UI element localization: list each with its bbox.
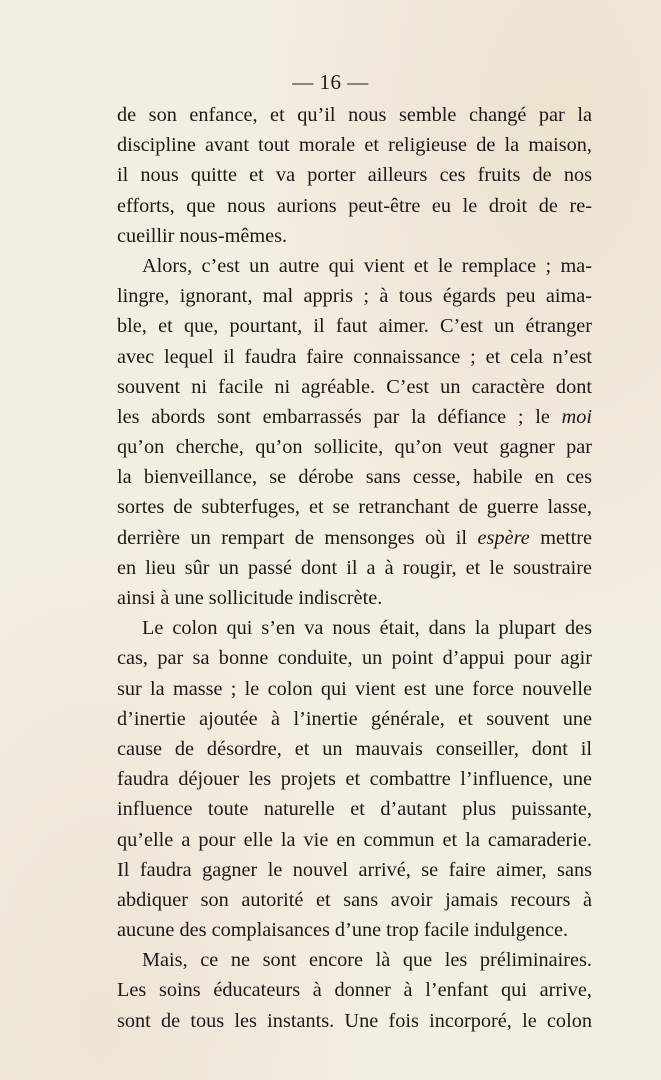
text-line: Le colon qui s’en va nous était, dans la plupart des [142, 617, 592, 640]
text-line: Mais, ce ne sont encore là que les préliminaires. [142, 949, 592, 972]
text-line: il nous quitte et va porter ailleurs ces fruits de nos [117, 164, 592, 187]
text-line: faudra déjouer les projets et combattre l’influence, une [117, 768, 592, 791]
paragraph [117, 100, 592, 251]
text-line: d’inertie ajoutée à l’inertie générale, et souvent une [117, 707, 592, 730]
text-line: de son enfance, et qu’il nous semble changé par la [117, 104, 592, 126]
paragraph [117, 945, 592, 1036]
text-line: la bienveillance, se dérobe sans cesse, habile en ces [117, 466, 592, 489]
text-line: derrière un rempart de mensonges où il espère mettre [117, 526, 592, 549]
text-line: ble, et que, pourtant, il faut aimer. C’est un étranger [117, 315, 592, 338]
text-line: les abords sont embarrassés par la défiance ; le moi [117, 405, 592, 428]
text-line: discipline avant tout morale et religieuse de la maison, [117, 134, 592, 157]
text-line: abdiquer son autorité et sans avoir jamais recours à [117, 888, 592, 911]
text-line: aucune des complaisances d’une trop facile indulgence. [117, 919, 569, 942]
page-number: — 16 — [292, 70, 369, 94]
text-line: lingre, ignorant, mal appris ; à tous égards peu aima- [117, 285, 592, 308]
text-line: en lieu sûr un passé dont il a à rougir, et le soustraire [117, 556, 592, 579]
text-line: sortes de subterfuges, et se retranchant de guerre lasse, [117, 496, 592, 519]
text-line: efforts, que nous aurions peut-être eu le droit de re- [117, 194, 592, 217]
text-line: souvent ni facile ni agréable. C’est un caractère dont [117, 375, 592, 398]
text-line: cueillir nous-mêmes. [117, 224, 288, 247]
text-line: sur la masse ; le colon qui vient est une force nouvelle [117, 677, 592, 700]
text-line: ainsi à une sollicitude indiscrète. [117, 587, 383, 609]
text-line: qu’on cherche, qu’on sollicite, qu’on veut gagner par [117, 436, 592, 459]
text-line: sont de tous les instants. Une fois incorporé, le colon [117, 1009, 592, 1032]
text-line: Les soins éducateurs à donner à l’enfant qui arrive, [117, 979, 592, 1002]
text-line: avec lequel il faudra faire connaissance ; et cela n’est [117, 345, 592, 368]
text-line: Alors, c’est un autre qui vient et le remplace ; ma- [142, 254, 592, 277]
body-text [117, 100, 592, 1036]
text-line: influence toute naturelle et d’autant plus puissante, [117, 798, 592, 821]
text-line: Il faudra gagner le nouvel arrivé, se faire aimer, sans [117, 858, 592, 881]
paragraph [117, 251, 592, 613]
text-line: qu’elle a pour elle la vie en commun et la camaraderie. [117, 828, 592, 851]
text-line: cause de désordre, et un mauvais conseiller, dont il [117, 737, 592, 760]
paragraph [117, 613, 592, 945]
text-line: cas, par sa bonne conduite, un point d’appui pour agir [117, 647, 592, 670]
